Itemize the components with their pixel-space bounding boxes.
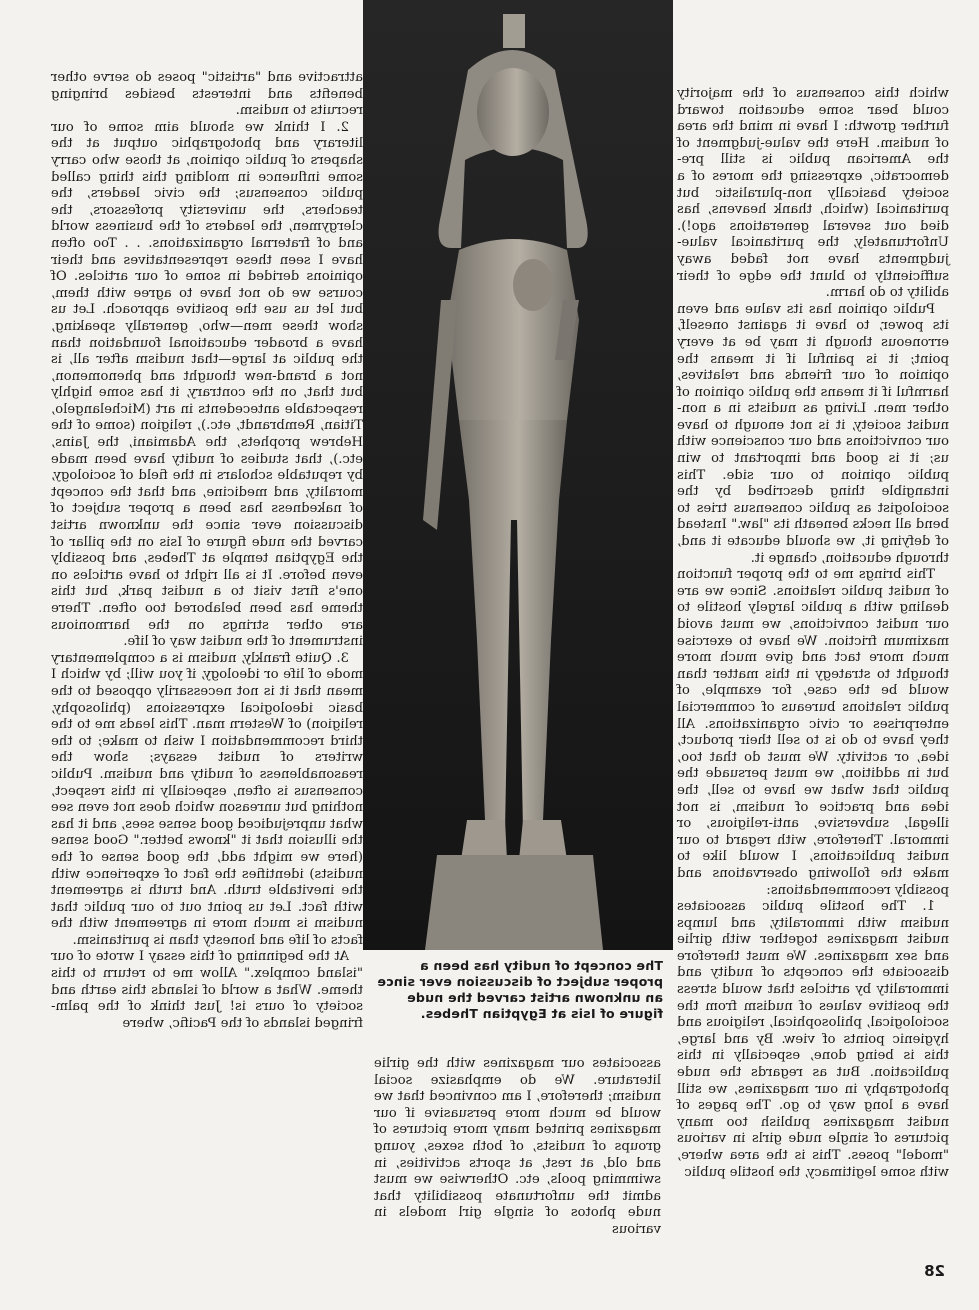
paragraph: 2. I think we should aim some of our literary and photographic output at the shapers of public opinion, at those who carry some influence in molding this thing called public consensus; the civic leaders, the teachers, the university professors, the clergymen, the leaders of the business world and of fraternal organizations. . . Too often have I seen these representatives and their opinions derided in some of our articles. Of course we do not have to agree with them, but let us use the positive approach. Let us show these men—who, generally speaking, have a broader educational foundation than the public at large—that nudism after all, is not a brand-new thought and phenomenon, but that, on the contrary, it has some highly respectable antecedents in art (Michelangelo, Titian, Rembrandt, etc.), religion (some of the Hebrew prophets, the Adamiani, the Jains, etc.), that studies of nudity have been made by reputable scholars in the field of sociology, morality, and medicine, and that the concept of nakedness has been a proper subject of discussion ever since the unknown artist carved the nude figure of Isis on the pillar of the Egyptian temple at Thebes, and possibly even before. It is all right to have articles on one's first visit to a nudist park, but this theme has been belabored too often. There are other strings on the harmonious instrument of the nudist way of life. — [51, 119, 363, 650]
photo-caption: The concept of nudity has been a proper subject of discussion ever since an unknown artist carved the nude figure of Isis at Egyptian Thebes. — [377, 958, 663, 1021]
isis-statue-photo — [363, 0, 673, 950]
paragraph: associates our magazines with the girlie literature. We do emphasize social nudism; therefore, I am convinced that we would be much more persuasive if our magazines printed many more pictures of groups of nudists, of both sexes, young and old, at rest, at sports activities, in swimming pools, etc. Otherwise we must admit the unfortunate possibility that nude photos of single girl models in various — [374, 1056, 661, 1237]
article-column-right — [677, 86, 949, 1181]
paragraph: 3. Quite frankly, nudism is a complementary mode of life or ideology, if you will; by which I mean that it is not necessarily opposed to the basic ideological expressions (philosophy, religion) of Western man. This leads me to the third recommendation I wish to make; to the writers of nudist essays; show the reasonableness of nudity and nudism. Public consensus is often, especially in this respect, nothing but unreason which does not even see what unprejudiced good sense sees, and it has the illusion that it "knows better." Good sense (here we might add, the good sense of the nudists) identifies the fact of experience with the inevitable truth. And truth is agreement with fact. Let us point out to our public that nudism is much more in agreement with the facts of life and honesty than is puritanism. — [51, 650, 363, 948]
paragraph: which this consensus of the majority could bear some education toward further growth: I have in mind the area of nudism. Here the value-judgment of the American public is still pre-democratic, expressing the mores of a society basically non-pluralistic but puritanical (which, thank heavens, has died out several generations ago!). Unfortunately, the puritanical value-judgments have not faded away sufficiently to blunt the edge of their ability to do harm. — [677, 86, 949, 301]
article-column-middle — [374, 1056, 661, 1239]
article-column-left — [51, 70, 363, 1032]
statue-illustration — [363, 0, 673, 950]
paragraph: Public opinion has its value and even its power, to have it against oneself, erroneous though it may be at every point; it is painful if it means the opinion of our friends and relatives, harmful if it means the public opinion of other men. Living as nudists in a non-nudist society, it is not enough to have our convictions and our conscience with us; it is good and important to win public opinion to our side. This intangible thing described by the sociologist as public consensus tries to bend all necks beneath its "law." Instead of defying it, we should educate it and, through education, change it. — [677, 301, 949, 566]
paragraph: attractive and "artistic" poses do serve other benefits and interests besides bringing recruits to nudism. — [51, 70, 363, 119]
paragraph: At the beginning of this essay I wrote of our "island complex." Allow me to return to this theme. What a world of islands this earth and society of ours is! Just think of the palm-fringed islands of the Pacific, where — [51, 949, 363, 1031]
paragraph: 1. The hostile public associates nudism with immorality, and lumps nudist magazines together with girlie and sex magazines. We must therefore dissociate the concepts of nudity and immorality by articles that would stress the positive values of nudism from the sociological, philosophical, religious and hygienic points of view. By and large, this is being done, especially in this publication. But as regards the nude photography in our magazines, we still have a long way to go. The pages of nudist magazines publish too many pictures of single nude girls in various "model" poses. This is the area where, with some legitimacy, the hostile public — [677, 899, 949, 1180]
page-number: 28 — [924, 1262, 945, 1280]
paragraph: This brings me to the proper function of nudist public relations. Since we are dealing with a public largely hostile to our nudist convictions, we must avoid maximum friction. We have to exercise much more tact and give much more thought to strategy in this matter than would be the case, for example, of public relations bureaus of commercial enterprises or civic organizations. All they have to do is to sell their product, idea, or activity. We must do that too, but in addition, we must persuade the public that what we have to sell, the idea and practice of nudism, is not illegal, subversive, anti-religious, or immoral. Therefore, with regard to our nudist publications, I would like to make the following observations and possibly recommendations: — [677, 567, 949, 898]
